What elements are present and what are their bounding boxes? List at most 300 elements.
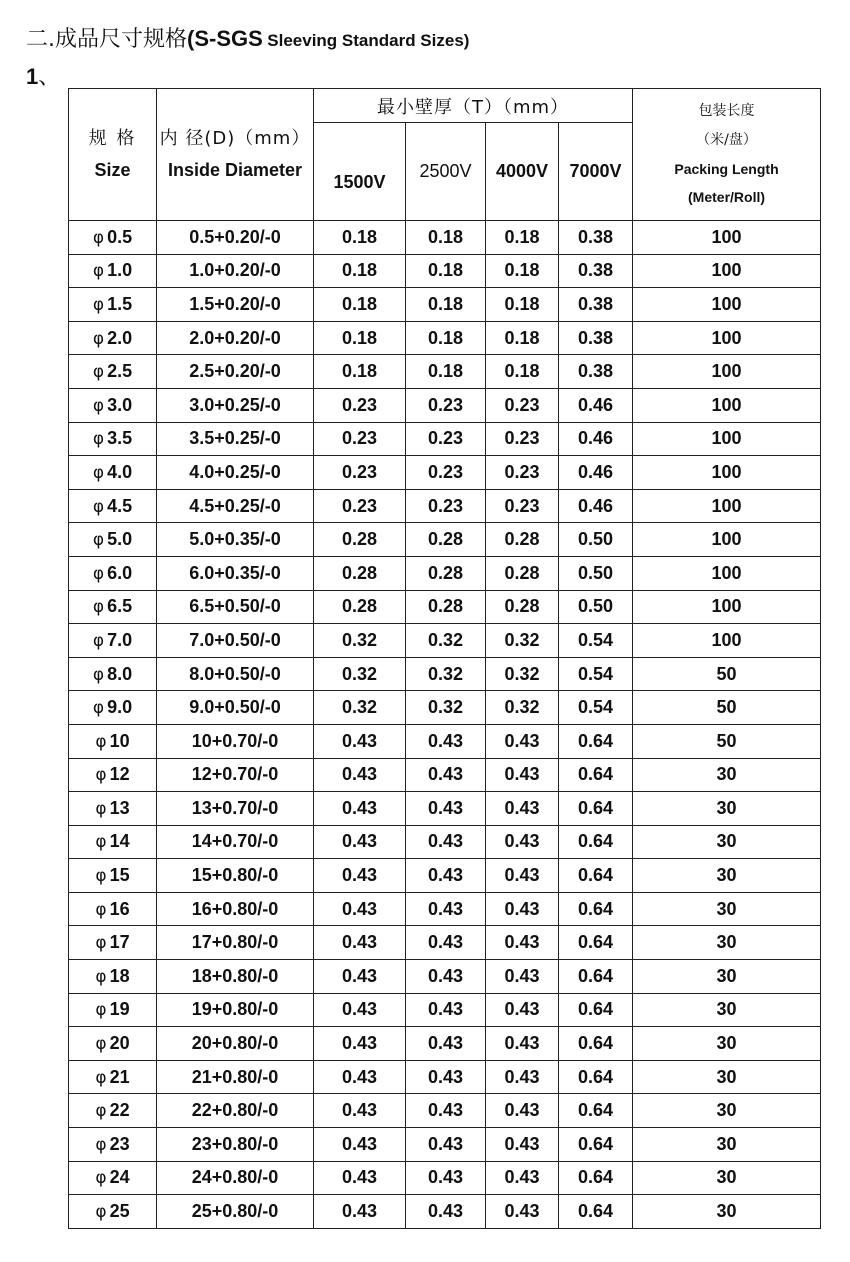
table-row: [69, 221, 821, 255]
cell-packing-length: 30: [633, 993, 821, 1027]
cell-thickness-2500v: 0.32: [406, 624, 486, 658]
cell-inside-diameter: 21+0.80/-0: [157, 1060, 314, 1094]
cell-packing-length: 100: [633, 288, 821, 322]
table-row: [69, 321, 821, 355]
cell-thickness-1500v: 0.43: [314, 1161, 406, 1195]
table-row: [69, 926, 821, 960]
cell-thickness-7000v: 0.38: [559, 221, 633, 255]
cell-inside-diameter: 1.0+0.20/-0: [157, 254, 314, 288]
cell-thickness-1500v: 0.43: [314, 1027, 406, 1061]
cell-size: [69, 993, 157, 1027]
table-row: [69, 1161, 821, 1195]
size-value: 24: [109, 1167, 130, 1188]
cell-thickness-7000v: 0.54: [559, 691, 633, 725]
diameter-symbol: φ: [92, 563, 105, 584]
cell-thickness-1500v: 0.28: [314, 523, 406, 557]
cell-thickness-7000v: 0.54: [559, 657, 633, 691]
cell-thickness-1500v: 0.43: [314, 993, 406, 1027]
cell-thickness-1500v: 0.23: [314, 456, 406, 490]
table-row: [69, 422, 821, 456]
table-row: [69, 792, 821, 826]
cell-size: [69, 1094, 157, 1128]
cell-thickness-4000v: 0.32: [486, 624, 559, 658]
cell-thickness-4000v: 0.43: [486, 758, 559, 792]
cell-thickness-2500v: 0.18: [406, 254, 486, 288]
size-value: 17: [109, 932, 130, 953]
cell-thickness-2500v: 0.43: [406, 926, 486, 960]
cell-thickness-4000v: 0.43: [486, 993, 559, 1027]
cell-thickness-7000v: 0.64: [559, 1027, 633, 1061]
cell-size: [69, 758, 157, 792]
cell-thickness-7000v: 0.46: [559, 489, 633, 523]
cell-size: [69, 1128, 157, 1162]
table-row: [69, 590, 821, 624]
cell-inside-diameter: 14+0.70/-0: [157, 825, 314, 859]
cell-thickness-1500v: 0.43: [314, 1128, 406, 1162]
cell-thickness-4000v: 0.43: [486, 859, 559, 893]
cell-inside-diameter: 7.0+0.50/-0: [157, 624, 314, 658]
table-row: [69, 489, 821, 523]
cell-thickness-1500v: 0.43: [314, 1060, 406, 1094]
cell-thickness-4000v: 0.23: [486, 388, 559, 422]
cell-packing-length: 30: [633, 859, 821, 893]
cell-thickness-7000v: 0.64: [559, 758, 633, 792]
header-packing-en-2: (Meter/Roll): [688, 189, 766, 206]
diameter-symbol: φ: [95, 1134, 107, 1155]
cell-thickness-2500v: 0.43: [406, 792, 486, 826]
cell-thickness-1500v: 0.18: [314, 355, 406, 389]
cell-thickness-2500v: 0.23: [406, 388, 486, 422]
cell-inside-diameter: 23+0.80/-0: [157, 1128, 314, 1162]
cell-size: [69, 221, 157, 255]
cell-thickness-1500v: 0.23: [314, 422, 406, 456]
size-value: 18: [109, 965, 130, 986]
title-english: Sleeving Standard Sizes): [267, 31, 470, 50]
cell-packing-length: 100: [633, 556, 821, 590]
cell-thickness-7000v: 0.64: [559, 993, 633, 1027]
cell-inside-diameter: 0.5+0.20/-0: [157, 221, 314, 255]
cell-thickness-1500v: 0.43: [314, 792, 406, 826]
cell-thickness-4000v: 0.32: [486, 691, 559, 725]
cell-thickness-7000v: 0.64: [559, 859, 633, 893]
cell-size: [69, 1060, 157, 1094]
sleeving-size-table: [68, 88, 821, 1229]
header-diameter-zh: 内 径(D)（mm）: [159, 127, 311, 149]
diameter-symbol: φ: [92, 530, 105, 551]
cell-thickness-2500v: 0.43: [406, 993, 486, 1027]
cell-thickness-4000v: 0.43: [486, 892, 559, 926]
table-row: [69, 1060, 821, 1094]
section-mark: 、: [38, 65, 61, 90]
diameter-symbol: φ: [92, 328, 105, 349]
cell-thickness-7000v: 0.64: [559, 1195, 633, 1229]
cell-packing-length: 100: [633, 321, 821, 355]
diameter-symbol: φ: [95, 866, 107, 887]
cell-thickness-1500v: 0.32: [314, 657, 406, 691]
cell-thickness-1500v: 0.28: [314, 556, 406, 590]
cell-size: [69, 556, 157, 590]
cell-thickness-4000v: 0.43: [486, 724, 559, 758]
diameter-symbol: φ: [92, 395, 105, 416]
header-size: [69, 89, 157, 221]
cell-thickness-2500v: 0.43: [406, 758, 486, 792]
cell-size: [69, 1027, 157, 1061]
cell-size: [69, 321, 157, 355]
size-value: 4.0: [107, 461, 133, 482]
cell-thickness-4000v: 0.32: [486, 657, 559, 691]
cell-inside-diameter: 17+0.80/-0: [157, 926, 314, 960]
table-row: [69, 724, 821, 758]
table-row: [69, 1195, 821, 1229]
cell-thickness-1500v: 0.43: [314, 1195, 406, 1229]
cell-inside-diameter: 3.5+0.25/-0: [157, 422, 314, 456]
cell-thickness-7000v: 0.64: [559, 724, 633, 758]
cell-size: [69, 792, 157, 826]
diameter-symbol: φ: [92, 698, 105, 719]
table-row: [69, 355, 821, 389]
cell-thickness-4000v: 0.18: [486, 221, 559, 255]
cell-thickness-1500v: 0.32: [314, 624, 406, 658]
cell-thickness-1500v: 0.43: [314, 825, 406, 859]
table-row: [69, 691, 821, 725]
cell-inside-diameter: 3.0+0.25/-0: [157, 388, 314, 422]
size-value: 19: [109, 999, 130, 1020]
cell-thickness-7000v: 0.50: [559, 590, 633, 624]
cell-thickness-2500v: 0.23: [406, 489, 486, 523]
diameter-symbol: φ: [92, 496, 105, 517]
cell-thickness-1500v: 0.43: [314, 1094, 406, 1128]
header-voltage-2500: 2500V: [406, 123, 486, 221]
table-row: [69, 1027, 821, 1061]
cell-thickness-2500v: 0.28: [406, 556, 486, 590]
cell-thickness-2500v: 0.43: [406, 892, 486, 926]
size-value: 23: [109, 1133, 130, 1154]
cell-size: [69, 1195, 157, 1229]
diameter-symbol: φ: [95, 1034, 107, 1055]
cell-thickness-7000v: 0.64: [559, 792, 633, 826]
cell-thickness-4000v: 0.43: [486, 1128, 559, 1162]
cell-inside-diameter: 13+0.70/-0: [157, 792, 314, 826]
cell-size: [69, 456, 157, 490]
cell-thickness-1500v: 0.43: [314, 960, 406, 994]
cell-inside-diameter: 1.5+0.20/-0: [157, 288, 314, 322]
cell-thickness-2500v: 0.32: [406, 691, 486, 725]
cell-thickness-2500v: 0.23: [406, 456, 486, 490]
header-size-zh: 规 格: [88, 127, 137, 149]
cell-packing-length: 100: [633, 590, 821, 624]
cell-size: [69, 422, 157, 456]
diameter-symbol: φ: [95, 1101, 107, 1122]
size-value: 20: [109, 1033, 130, 1054]
cell-packing-length: 50: [633, 724, 821, 758]
diameter-symbol: φ: [92, 462, 105, 483]
table-row: [69, 758, 821, 792]
diameter-symbol: φ: [92, 261, 105, 282]
cell-thickness-2500v: 0.43: [406, 1195, 486, 1229]
cell-size: [69, 1161, 157, 1195]
cell-packing-length: 30: [633, 1128, 821, 1162]
cell-thickness-2500v: 0.43: [406, 1027, 486, 1061]
cell-inside-diameter: 4.5+0.25/-0: [157, 489, 314, 523]
cell-inside-diameter: 10+0.70/-0: [157, 724, 314, 758]
size-value: 6.0: [107, 562, 133, 583]
cell-packing-length: 30: [633, 1027, 821, 1061]
cell-thickness-4000v: 0.18: [486, 355, 559, 389]
diameter-symbol: φ: [92, 664, 105, 685]
cell-thickness-4000v: 0.18: [486, 288, 559, 322]
cell-thickness-7000v: 0.38: [559, 321, 633, 355]
size-value: 21: [109, 1066, 130, 1087]
cell-packing-length: 100: [633, 388, 821, 422]
cell-size: [69, 859, 157, 893]
table-row: [69, 993, 821, 1027]
table-row: [69, 556, 821, 590]
cell-thickness-7000v: 0.64: [559, 1094, 633, 1128]
cell-packing-length: 50: [633, 691, 821, 725]
table-row: [69, 892, 821, 926]
cell-thickness-7000v: 0.46: [559, 388, 633, 422]
cell-inside-diameter: 12+0.70/-0: [157, 758, 314, 792]
cell-inside-diameter: 18+0.80/-0: [157, 960, 314, 994]
cell-thickness-4000v: 0.43: [486, 792, 559, 826]
cell-packing-length: 30: [633, 825, 821, 859]
cell-inside-diameter: 6.5+0.50/-0: [157, 590, 314, 624]
cell-packing-length: 100: [633, 422, 821, 456]
cell-thickness-1500v: 0.28: [314, 590, 406, 624]
cell-inside-diameter: 2.5+0.20/-0: [157, 355, 314, 389]
cell-thickness-1500v: 0.18: [314, 288, 406, 322]
diameter-symbol: φ: [92, 630, 105, 651]
cell-size: [69, 825, 157, 859]
cell-inside-diameter: 2.0+0.20/-0: [157, 321, 314, 355]
cell-thickness-4000v: 0.43: [486, 960, 559, 994]
cell-thickness-2500v: 0.18: [406, 288, 486, 322]
diameter-symbol: φ: [92, 227, 105, 248]
cell-thickness-1500v: 0.23: [314, 388, 406, 422]
cell-packing-length: 30: [633, 1060, 821, 1094]
cell-thickness-4000v: 0.43: [486, 1027, 559, 1061]
header-voltage-1500: 1500V: [314, 123, 406, 221]
cell-packing-length: 100: [633, 254, 821, 288]
diameter-symbol: φ: [95, 966, 107, 987]
cell-thickness-2500v: 0.43: [406, 825, 486, 859]
cell-thickness-7000v: 0.54: [559, 624, 633, 658]
diameter-symbol: φ: [95, 765, 107, 786]
header-diameter: [157, 89, 314, 221]
cell-thickness-7000v: 0.46: [559, 422, 633, 456]
cell-size: [69, 691, 157, 725]
cell-inside-diameter: 8.0+0.50/-0: [157, 657, 314, 691]
cell-thickness-4000v: 0.23: [486, 456, 559, 490]
cell-size: [69, 254, 157, 288]
cell-thickness-2500v: 0.43: [406, 1094, 486, 1128]
cell-inside-diameter: 25+0.80/-0: [157, 1195, 314, 1229]
table-row: [69, 1094, 821, 1128]
cell-thickness-2500v: 0.32: [406, 657, 486, 691]
header-voltage-4000: 4000V: [486, 123, 559, 221]
table-body: [69, 221, 821, 1229]
cell-thickness-7000v: 0.64: [559, 1128, 633, 1162]
cell-thickness-1500v: 0.43: [314, 926, 406, 960]
cell-thickness-2500v: 0.43: [406, 1060, 486, 1094]
cell-size: [69, 355, 157, 389]
cell-packing-length: 30: [633, 1195, 821, 1229]
diameter-symbol: φ: [95, 1168, 107, 1189]
cell-size: [69, 489, 157, 523]
cell-inside-diameter: 9.0+0.50/-0: [157, 691, 314, 725]
page-title: [26, 22, 469, 54]
diameter-symbol: φ: [92, 362, 105, 383]
cell-size: [69, 624, 157, 658]
cell-packing-length: 30: [633, 758, 821, 792]
cell-thickness-4000v: 0.43: [486, 1060, 559, 1094]
diameter-symbol: φ: [95, 1202, 107, 1223]
cell-packing-length: 100: [633, 221, 821, 255]
size-value: 2.0: [107, 327, 133, 348]
size-value: 7.0: [107, 629, 133, 650]
cell-thickness-2500v: 0.43: [406, 724, 486, 758]
cell-thickness-7000v: 0.46: [559, 456, 633, 490]
cell-size: [69, 657, 157, 691]
cell-packing-length: 30: [633, 892, 821, 926]
cell-thickness-2500v: 0.43: [406, 1161, 486, 1195]
size-value: 8.0: [107, 663, 133, 684]
cell-packing-length: 30: [633, 960, 821, 994]
header-packing-zh-2: （米/盘）: [696, 131, 757, 148]
size-value: 15: [109, 865, 130, 886]
cell-thickness-7000v: 0.64: [559, 1161, 633, 1195]
diameter-symbol: φ: [92, 597, 105, 618]
diameter-symbol: φ: [92, 294, 105, 315]
cell-thickness-4000v: 0.43: [486, 1161, 559, 1195]
table-row: [69, 657, 821, 691]
diameter-symbol: φ: [95, 832, 107, 853]
cell-thickness-4000v: 0.43: [486, 926, 559, 960]
cell-size: [69, 926, 157, 960]
table-row: [69, 624, 821, 658]
cell-packing-length: 30: [633, 1094, 821, 1128]
size-value: 25: [109, 1201, 130, 1222]
size-value: 4.5: [107, 495, 133, 516]
diameter-symbol: φ: [95, 1000, 107, 1021]
cell-thickness-1500v: 0.32: [314, 691, 406, 725]
diameter-symbol: φ: [95, 1067, 107, 1088]
cell-thickness-4000v: 0.18: [486, 254, 559, 288]
size-value: 6.5: [107, 596, 133, 617]
size-value: 14: [109, 831, 130, 852]
cell-thickness-7000v: 0.50: [559, 523, 633, 557]
cell-thickness-4000v: 0.28: [486, 556, 559, 590]
cell-size: [69, 724, 157, 758]
cell-packing-length: 50: [633, 657, 821, 691]
cell-thickness-1500v: 0.23: [314, 489, 406, 523]
cell-thickness-1500v: 0.18: [314, 321, 406, 355]
title-prefix: 二.: [26, 27, 55, 52]
cell-thickness-4000v: 0.43: [486, 825, 559, 859]
cell-thickness-7000v: 0.64: [559, 825, 633, 859]
cell-packing-length: 30: [633, 1161, 821, 1195]
table-row: [69, 523, 821, 557]
size-value: 10: [109, 730, 130, 751]
section-number: 1: [26, 64, 39, 89]
cell-packing-length: 100: [633, 523, 821, 557]
header-diameter-en: Inside Diameter: [167, 159, 303, 180]
cell-inside-diameter: 20+0.80/-0: [157, 1027, 314, 1061]
cell-thickness-4000v: 0.18: [486, 321, 559, 355]
cell-thickness-1500v: 0.43: [314, 758, 406, 792]
cell-size: [69, 288, 157, 322]
cell-inside-diameter: 19+0.80/-0: [157, 993, 314, 1027]
section-heading: [26, 60, 60, 91]
cell-thickness-7000v: 0.64: [559, 1060, 633, 1094]
table-row: [69, 825, 821, 859]
header-packing-en-1: Packing Length: [674, 160, 779, 177]
cell-thickness-7000v: 0.64: [559, 926, 633, 960]
cell-size: [69, 892, 157, 926]
cell-thickness-7000v: 0.50: [559, 556, 633, 590]
cell-thickness-2500v: 0.23: [406, 422, 486, 456]
cell-thickness-4000v: 0.43: [486, 1195, 559, 1229]
cell-inside-diameter: 5.0+0.35/-0: [157, 523, 314, 557]
size-value: 0.5: [107, 226, 133, 247]
cell-packing-length: 100: [633, 456, 821, 490]
diameter-symbol: φ: [95, 798, 107, 819]
cell-packing-length: 100: [633, 624, 821, 658]
cell-packing-length: 100: [633, 355, 821, 389]
header-packing-length: [633, 89, 821, 221]
cell-thickness-2500v: 0.18: [406, 355, 486, 389]
cell-thickness-7000v: 0.38: [559, 288, 633, 322]
size-value: 13: [109, 797, 130, 818]
title-code: (S-SGS: [187, 26, 263, 51]
table-row: [69, 388, 821, 422]
cell-thickness-4000v: 0.43: [486, 1094, 559, 1128]
cell-thickness-2500v: 0.43: [406, 859, 486, 893]
cell-size: [69, 388, 157, 422]
cell-packing-length: 30: [633, 792, 821, 826]
cell-size: [69, 960, 157, 994]
cell-thickness-4000v: 0.23: [486, 489, 559, 523]
cell-inside-diameter: 6.0+0.35/-0: [157, 556, 314, 590]
diameter-symbol: φ: [95, 899, 107, 920]
title-chinese: 成品尺寸规格: [55, 27, 188, 52]
cell-packing-length: 30: [633, 926, 821, 960]
diameter-symbol: φ: [95, 731, 107, 752]
cell-thickness-2500v: 0.28: [406, 523, 486, 557]
cell-inside-diameter: 15+0.80/-0: [157, 859, 314, 893]
size-value: 3.0: [107, 394, 133, 415]
cell-thickness-2500v: 0.18: [406, 321, 486, 355]
table-row: [69, 1128, 821, 1162]
table-row: [69, 960, 821, 994]
cell-thickness-1500v: 0.43: [314, 859, 406, 893]
size-value: 1.5: [107, 293, 133, 314]
cell-size: [69, 523, 157, 557]
header-size-en: Size: [94, 159, 131, 180]
size-value: 2.5: [107, 361, 133, 382]
table-row: [69, 456, 821, 490]
size-value: 3.5: [107, 428, 133, 449]
table-row: [69, 288, 821, 322]
cell-inside-diameter: 24+0.80/-0: [157, 1161, 314, 1195]
cell-inside-diameter: 4.0+0.25/-0: [157, 456, 314, 490]
cell-inside-diameter: 16+0.80/-0: [157, 892, 314, 926]
table-row: [69, 859, 821, 893]
cell-thickness-4000v: 0.28: [486, 523, 559, 557]
cell-thickness-2500v: 0.43: [406, 960, 486, 994]
cell-thickness-2500v: 0.18: [406, 221, 486, 255]
cell-inside-diameter: 22+0.80/-0: [157, 1094, 314, 1128]
